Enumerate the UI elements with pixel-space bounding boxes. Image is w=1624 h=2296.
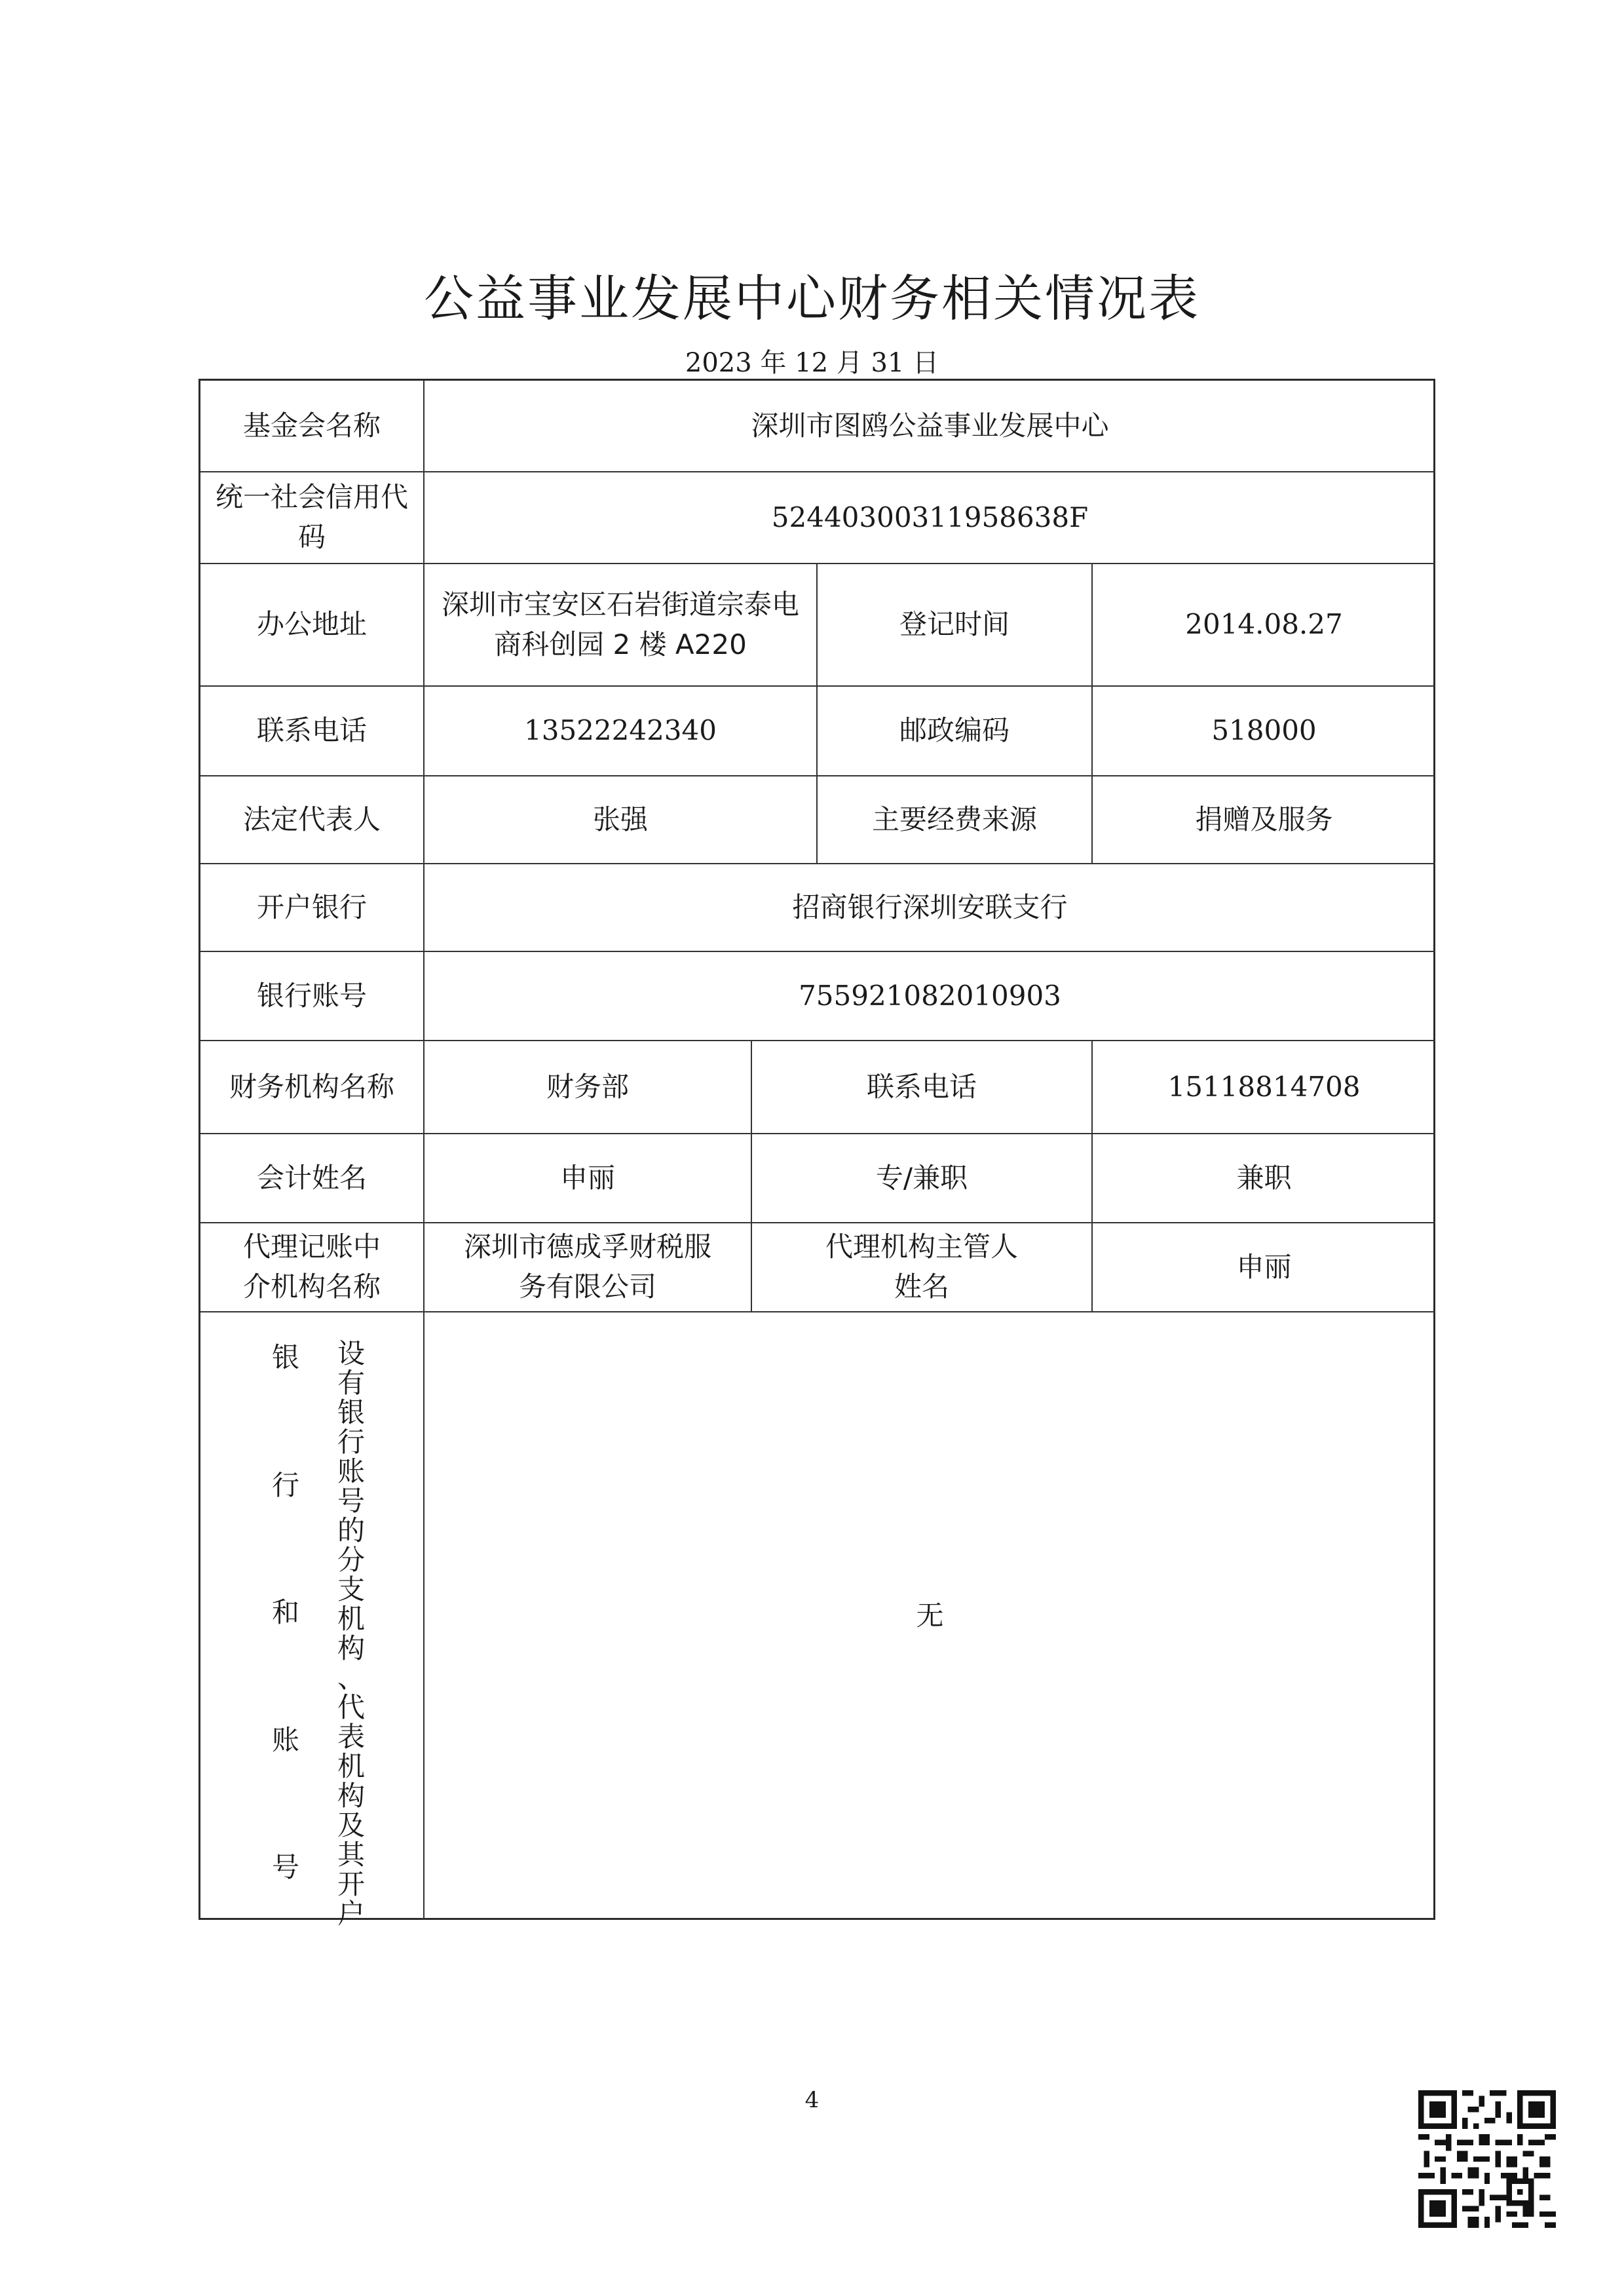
value-bank: 招商银行深圳安联支行: [425, 864, 1435, 952]
label-office-address: 办公地址: [200, 564, 425, 687]
desc-char: 构: [337, 1780, 365, 1812]
value-agency-manager: 申丽: [1093, 1223, 1435, 1312]
side-char: 银: [271, 1341, 299, 1373]
value-credit-code: 52440300311958638F: [425, 472, 1435, 564]
value-registration-time: 2014.08.27: [1093, 564, 1435, 687]
branch-side-label: [266, 1341, 305, 1883]
branch-description: [331, 1339, 371, 1928]
desc-char: 行: [337, 1426, 365, 1458]
side-char: 行: [271, 1468, 299, 1501]
desc-char: 银: [337, 1396, 365, 1428]
side-char: 号: [271, 1851, 299, 1883]
desc-char: 分: [337, 1544, 365, 1576]
desc-char: 、: [337, 1662, 365, 1694]
desc-char: 机: [337, 1750, 365, 1782]
desc-char: 其: [337, 1839, 365, 1871]
desc-char: 表: [337, 1721, 365, 1753]
qr-code-icon: [1418, 2090, 1556, 2228]
label-employment-type: 专/兼职: [752, 1134, 1093, 1223]
label-registration-time: 登记时间: [818, 564, 1093, 687]
label-accountant: 会计姓名: [200, 1134, 425, 1223]
desc-char: 号: [337, 1485, 365, 1517]
value-office-address: 深圳市宝安区石岩街道宗泰电商科创园 2 楼 A220: [425, 564, 818, 687]
value-contact-phone: 13522242340: [425, 687, 818, 776]
side-char: 和: [271, 1596, 299, 1628]
desc-char: 设: [337, 1337, 365, 1369]
label-agency-manager: 代理机构主管人姓名: [752, 1223, 1093, 1312]
label-bank-account: 银行账号: [200, 952, 425, 1041]
value-bank-account: 755921082010903: [425, 952, 1435, 1041]
value-employment-type: 兼职: [1093, 1134, 1435, 1223]
desc-char: 账: [337, 1455, 365, 1487]
desc-char: 开: [337, 1868, 365, 1900]
desc-char: 支: [337, 1573, 365, 1605]
label-finance-dept: 财务机构名称: [200, 1041, 425, 1134]
value-legal-rep: 张强: [425, 776, 818, 864]
label-contact-phone: 联系电话: [200, 687, 425, 776]
desc-char: 及: [337, 1809, 365, 1841]
value-accountant: 申丽: [425, 1134, 752, 1223]
desc-char: 有: [337, 1367, 365, 1399]
value-finance-phone: 15118814708: [1093, 1041, 1435, 1134]
label-finance-phone: 联系电话: [752, 1041, 1093, 1134]
value-agency-name: 深圳市德成孚财税服务有限公司: [425, 1223, 752, 1312]
label-agency-name: 代理记账中介机构名称: [200, 1223, 425, 1312]
label-legal-rep: 法定代表人: [200, 776, 425, 864]
desc-char: 的: [337, 1514, 365, 1546]
report-date: 2023 年 12 月 31 日: [685, 348, 939, 378]
value-branch-section: 无: [916, 1599, 944, 1632]
value-postal-code: 518000: [1093, 687, 1435, 776]
desc-char: 机: [337, 1603, 365, 1635]
branch-label-cell: [200, 1312, 425, 1920]
value-foundation-name: 深圳市图鸥公益事业发展中心: [425, 381, 1435, 472]
label-bank: 开户银行: [200, 864, 425, 952]
desc-char: 代: [337, 1691, 365, 1723]
value-funding-source: 捐赠及服务: [1093, 776, 1435, 864]
label-foundation-name: 基金会名称: [200, 381, 425, 472]
desc-char: 户: [337, 1898, 365, 1930]
side-char: 账: [271, 1723, 299, 1756]
desc-char: 构: [337, 1632, 365, 1664]
label-postal-code: 邮政编码: [818, 687, 1093, 776]
page-number: 4: [804, 2087, 820, 2113]
page-title: 公益事业发展中心财务相关情况表: [424, 269, 1200, 328]
label-credit-code: 统一社会信用代码: [200, 472, 425, 564]
finance-info-table: [198, 379, 1435, 1930]
label-funding-source: 主要经费来源: [818, 776, 1093, 864]
value-finance-dept: 财务部: [425, 1041, 752, 1134]
